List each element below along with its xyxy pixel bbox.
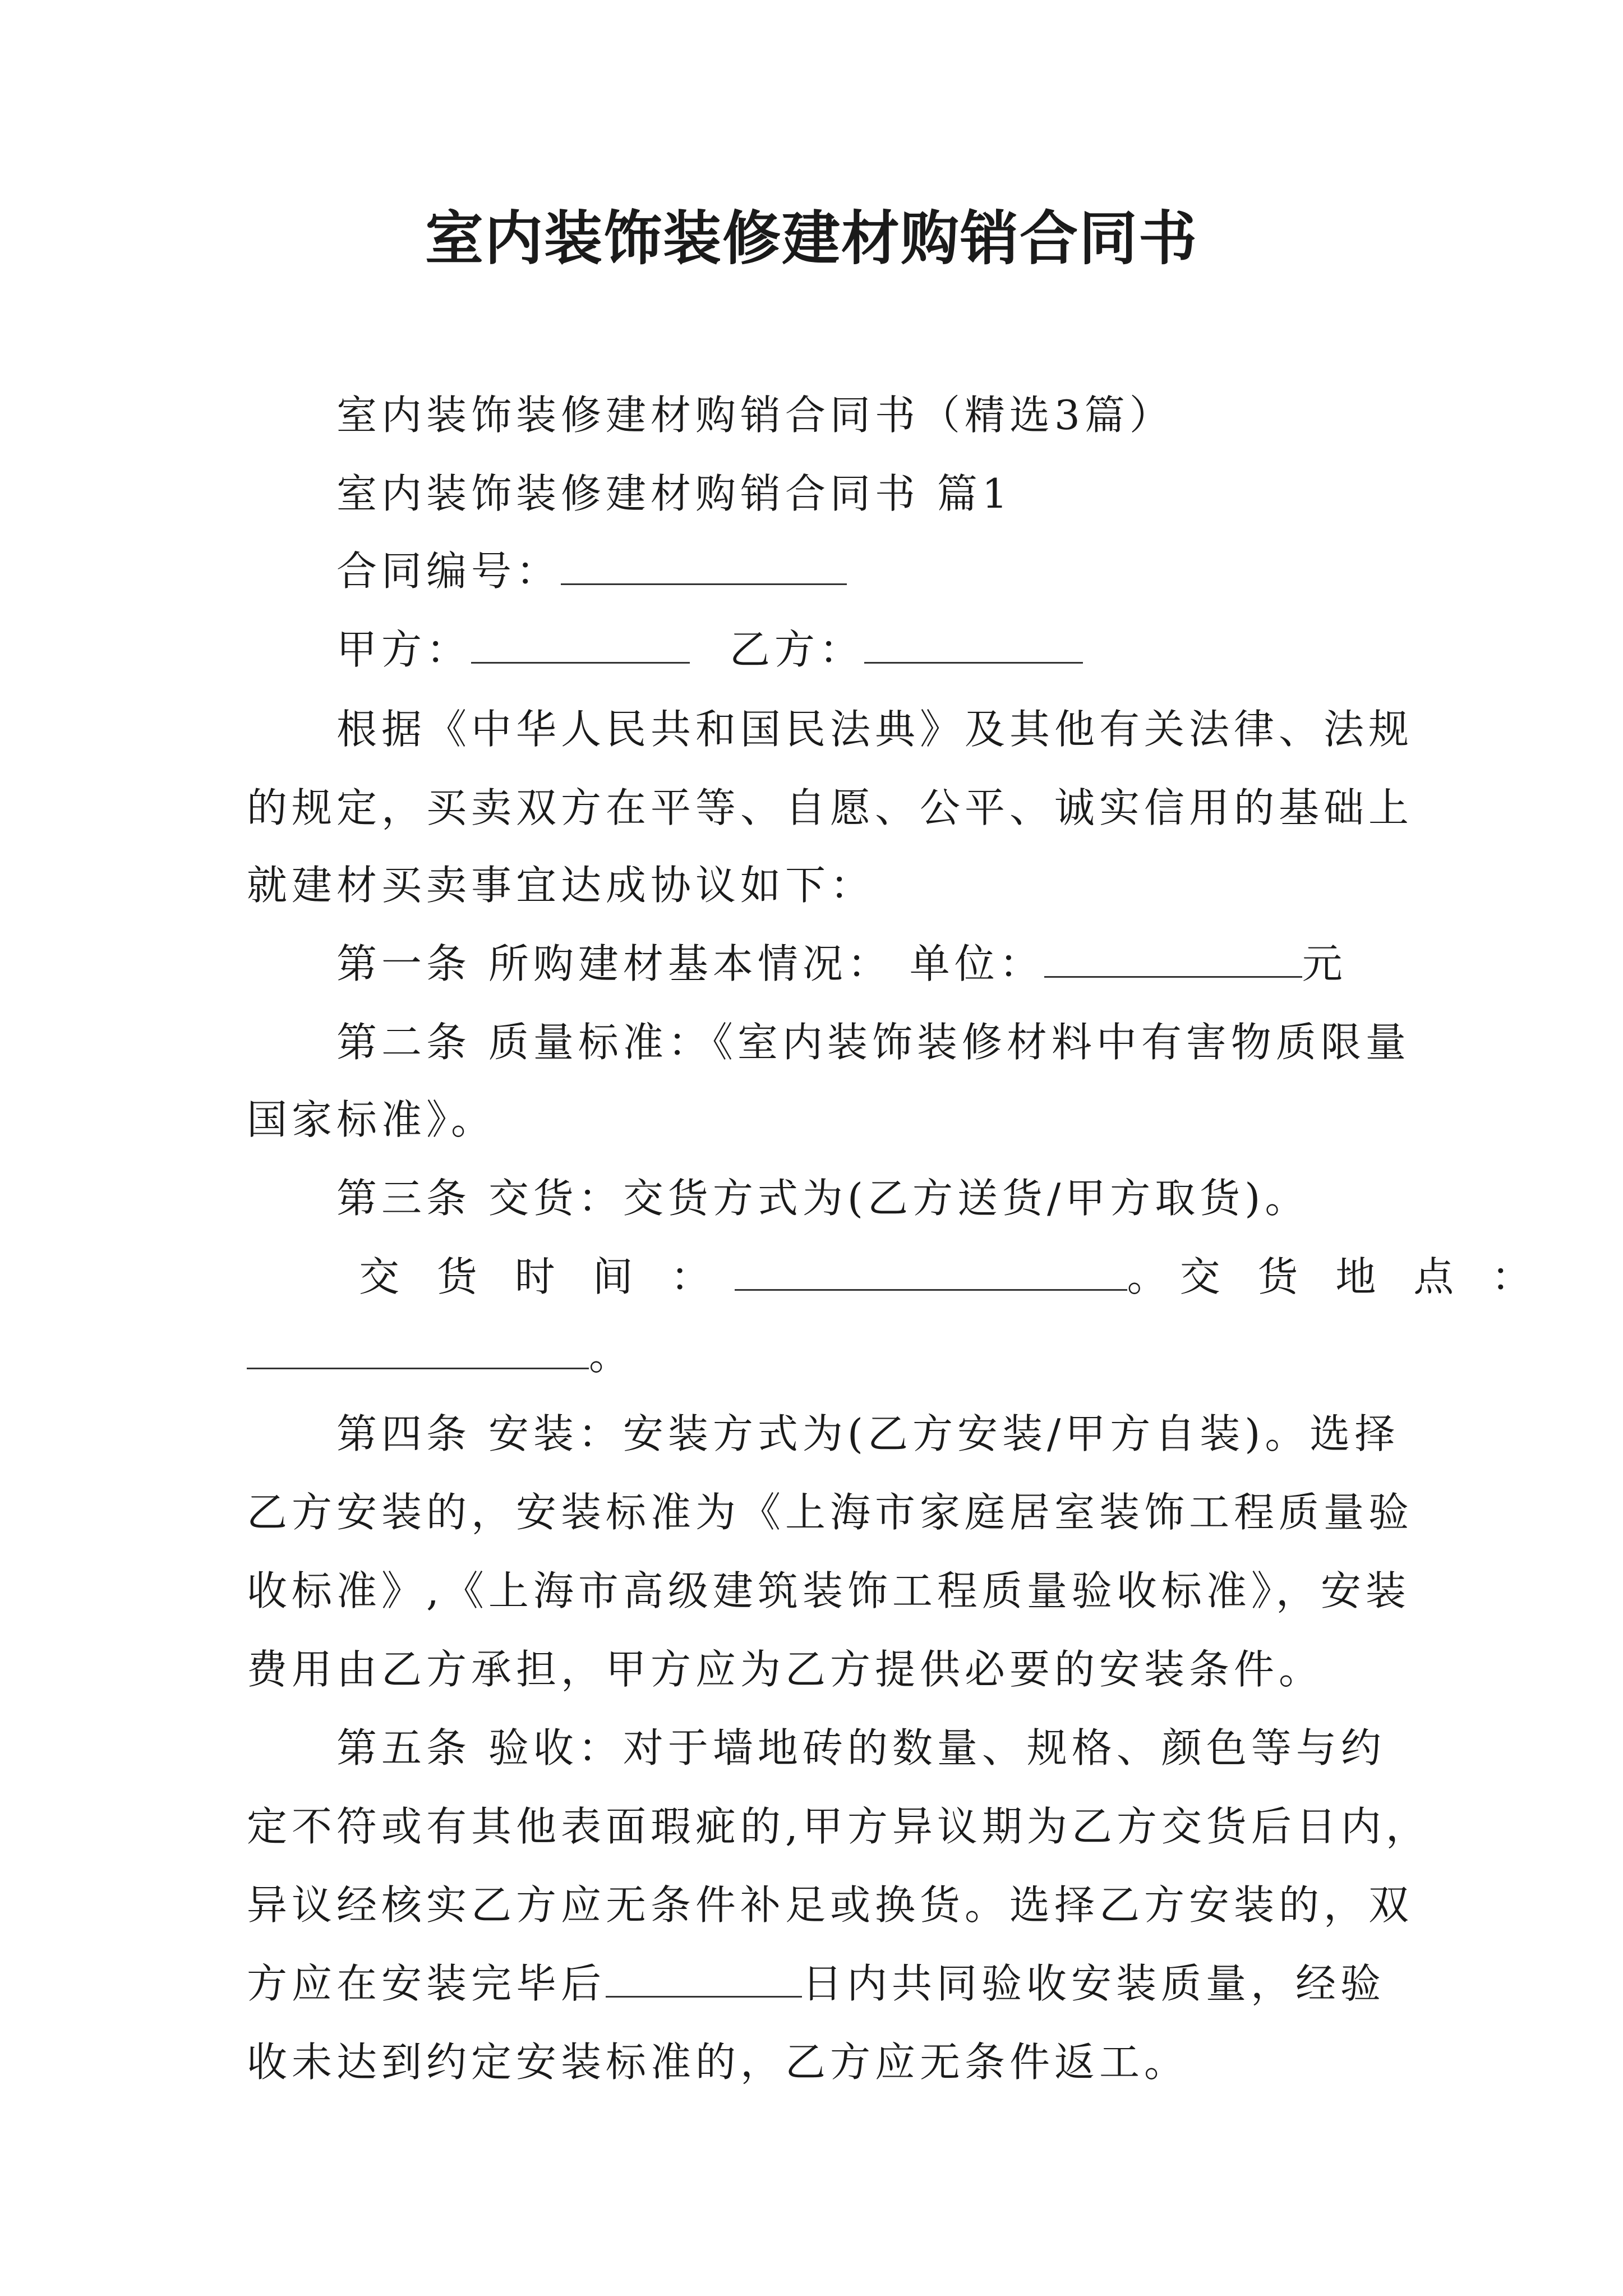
article4-line2: 乙方安装的，安装标准为《上海市家庭居室装饰工程质量验 bbox=[247, 1489, 1414, 1536]
delivery-time-blank bbox=[735, 1250, 1127, 1291]
article3-line3 bbox=[247, 1327, 634, 1383]
contract-number-label: 合同编号： bbox=[336, 547, 561, 595]
article3-end: 。 bbox=[589, 1332, 634, 1379]
delivery-place-label: 。交 货 地 点 ： bbox=[1127, 1253, 1544, 1300]
article5-line3: 异议经核实乙方应无条件补足或换货。选择乙方安装的，双 bbox=[247, 1881, 1414, 1929]
article3-line2 bbox=[359, 1249, 1544, 1305]
article4-line3: 收标准》,《上海市高级建筑装饰工程质量验收标准》，安装 bbox=[247, 1567, 1410, 1614]
parties-row bbox=[336, 622, 1083, 678]
section-heading: 室内装饰装修建材购销合同书 篇1 bbox=[336, 470, 1012, 517]
article2-line1: 第二条 质量标准：《室内装饰装修材料中有害物质限量 bbox=[336, 1019, 1410, 1066]
article5-line4-post: 日内共同验收安装质量，经验 bbox=[802, 1960, 1386, 2007]
paragraph1-line3: 就建材买卖事宜达成协议如下： bbox=[247, 862, 875, 909]
party-b-label: 乙方： bbox=[729, 626, 864, 673]
document-title: 室内装饰装修建材购销合同书 bbox=[425, 204, 1198, 273]
article5-line1: 第五条 验收：对于墙地砖的数量、规格、颜色等与约 bbox=[336, 1724, 1386, 1772]
subtitle: 室内装饰装修建材购销合同书（精选3篇） bbox=[336, 392, 1174, 439]
article5-line5: 收未达到约定安装标准的，乙方应无条件返工。 bbox=[247, 2039, 1189, 2086]
party-a-label: 甲方： bbox=[336, 626, 472, 673]
article1-tail: 元 bbox=[1302, 940, 1347, 987]
article5-line4-pre: 方应在安装完毕后 bbox=[247, 1960, 606, 2007]
paragraph1-line1: 根据《中华人民共和国民法典》及其他有关法律、法规 bbox=[336, 706, 1414, 753]
article5-line4 bbox=[247, 1955, 1385, 2012]
party-a-blank bbox=[471, 623, 690, 664]
contract-number-row bbox=[336, 543, 847, 599]
article1-row bbox=[336, 936, 1347, 992]
article1-lead: 第一条 所购建材基本情况： 单位： bbox=[336, 940, 1044, 987]
delivery-place-blank bbox=[247, 1328, 589, 1369]
delivery-time-label: 交 货 时 间 ： bbox=[359, 1253, 723, 1300]
article4-line1: 第四条 安装：安装方式为(乙方安装/甲方自装)。选择 bbox=[336, 1410, 1400, 1457]
article5-line2: 定不符或有其他表面瑕疵的,甲方异议期为乙方交货后日内， bbox=[247, 1803, 1431, 1850]
article4-line4: 费用由乙方承担，甲方应为乙方提供必要的安装条件。 bbox=[247, 1646, 1324, 1693]
days-blank bbox=[606, 1957, 802, 1998]
article2-line2: 国家标准》。 bbox=[247, 1096, 496, 1143]
contract-number-blank bbox=[561, 544, 847, 585]
unit-blank bbox=[1044, 937, 1302, 978]
party-b-blank bbox=[864, 623, 1083, 664]
paragraph1-line2: 的规定，买卖双方在平等、自愿、公平、诚实信用的基础上 bbox=[247, 784, 1414, 831]
article3-line1: 第三条 交货：交货方式为(乙方送货/甲方取货)。 bbox=[336, 1175, 1310, 1222]
